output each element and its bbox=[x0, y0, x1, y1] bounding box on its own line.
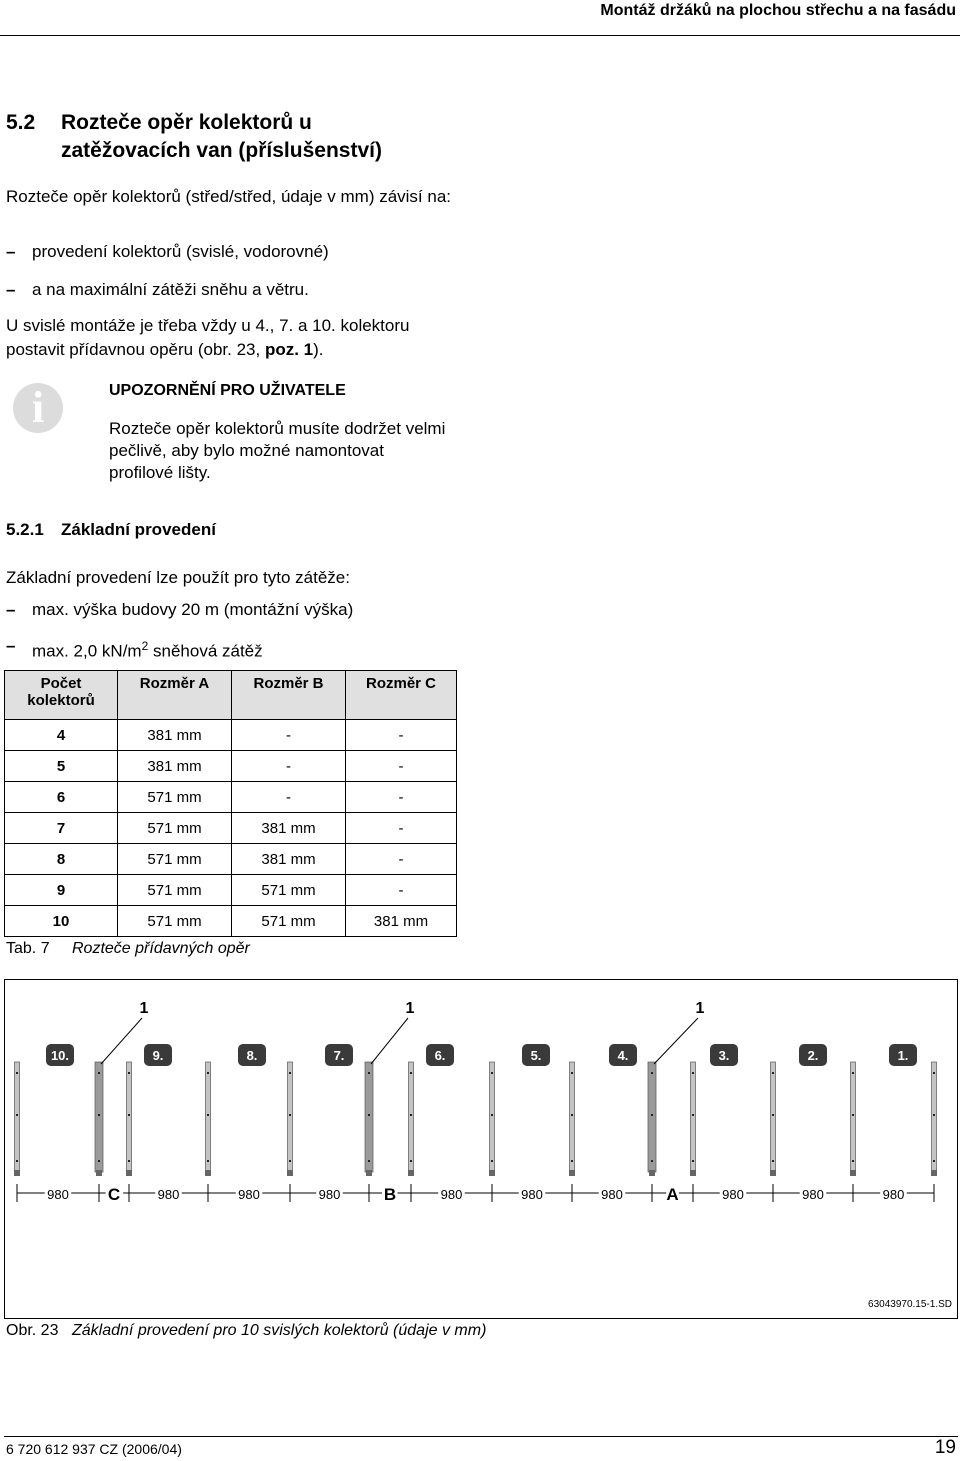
header-rule bbox=[0, 35, 960, 36]
table-cell: - bbox=[232, 751, 346, 782]
collector-number: 5. bbox=[530, 1048, 542, 1063]
dimension-letter: C bbox=[107, 1185, 121, 1204]
collector-support bbox=[570, 1062, 575, 1172]
support-mark bbox=[852, 1114, 854, 1116]
table-cell: - bbox=[346, 813, 457, 844]
table-cell: 571 mm bbox=[118, 844, 232, 875]
collector-number: 8. bbox=[246, 1048, 258, 1063]
support-mark bbox=[207, 1114, 209, 1116]
support-mark bbox=[368, 1072, 370, 1074]
paragraph bbox=[6, 314, 466, 362]
support-mark bbox=[692, 1114, 694, 1116]
collector-support bbox=[127, 1062, 132, 1172]
dimension-value: 980 bbox=[802, 1187, 824, 1202]
note-heading: UPOZORNĚNÍ PRO UŽIVATELE bbox=[109, 382, 346, 399]
table-cell: - bbox=[346, 751, 457, 782]
support-mark bbox=[933, 1160, 935, 1162]
collector-support bbox=[15, 1062, 20, 1172]
collector-support bbox=[288, 1062, 293, 1172]
table-cell: 8 bbox=[5, 844, 118, 875]
figure-frame bbox=[4, 979, 958, 1319]
dimension-value: 980 bbox=[882, 1187, 905, 1202]
position-ref: poz. 1 bbox=[264, 340, 314, 359]
collector-support bbox=[932, 1062, 937, 1172]
support-mark bbox=[98, 1114, 100, 1116]
dimension-value: 980 bbox=[157, 1187, 180, 1202]
callout-leader bbox=[371, 1018, 408, 1064]
col-header-b: Rozměr B bbox=[232, 671, 346, 720]
support-mark bbox=[410, 1114, 412, 1116]
support-mark bbox=[491, 1072, 493, 1074]
support-foot bbox=[770, 1170, 776, 1176]
table-caption-text: Rozteče přídavných opěr bbox=[72, 940, 250, 957]
table-cell: - bbox=[346, 875, 457, 906]
figure-code: 63043970.15-1.SD bbox=[868, 1299, 952, 1310]
collector-number: 1. bbox=[897, 1048, 909, 1063]
table-cell: - bbox=[232, 720, 346, 751]
table-cell: 381 mm bbox=[118, 720, 232, 751]
footer-rule bbox=[4, 1436, 958, 1437]
col-header-count: Počet kolektorů bbox=[5, 671, 118, 720]
info-glyph: i bbox=[31, 383, 45, 432]
table-cell: 10 bbox=[5, 906, 118, 937]
support-foot bbox=[690, 1170, 696, 1176]
dimension-letter: B bbox=[383, 1185, 397, 1204]
support-mark bbox=[651, 1072, 653, 1074]
support-mark bbox=[772, 1072, 774, 1074]
table-row bbox=[5, 875, 457, 906]
table-cell: 5 bbox=[5, 751, 118, 782]
table-cell: 381 mm bbox=[118, 751, 232, 782]
support-mark bbox=[289, 1114, 291, 1116]
subsection-heading bbox=[6, 520, 306, 542]
table-row bbox=[5, 813, 457, 844]
table-cell: 381 mm bbox=[346, 906, 457, 937]
table-row bbox=[5, 844, 457, 875]
support-foot bbox=[96, 1170, 102, 1176]
support-mark bbox=[16, 1072, 18, 1074]
dimension-value: 980 bbox=[47, 1187, 69, 1202]
support-foot bbox=[569, 1170, 575, 1176]
subsection-number: 5.2.1 bbox=[6, 520, 44, 539]
extra-support bbox=[95, 1062, 103, 1172]
paragraph-end: ). bbox=[313, 340, 324, 359]
collector-number: 3. bbox=[718, 1048, 730, 1063]
support-mark bbox=[571, 1160, 573, 1162]
support-foot bbox=[931, 1170, 937, 1176]
section-title-line1: Rozteče opěr kolektorů u bbox=[61, 111, 312, 134]
dash-bullet: – bbox=[6, 600, 16, 619]
callout-leader bbox=[101, 1018, 142, 1064]
collector-number: 2. bbox=[807, 1048, 819, 1063]
support-mark bbox=[651, 1114, 653, 1116]
support-mark bbox=[289, 1160, 291, 1162]
table-header-row bbox=[5, 671, 457, 720]
support-mark bbox=[16, 1160, 18, 1162]
table-cell: 381 mm bbox=[232, 844, 346, 875]
col-header-c: Rozměr C bbox=[346, 671, 457, 720]
support-mark bbox=[98, 1160, 100, 1162]
list-item-text: a na maximální zátěži sněhu a větru. bbox=[32, 280, 309, 299]
support-mark bbox=[852, 1072, 854, 1074]
support-foot bbox=[489, 1170, 495, 1176]
support-foot bbox=[408, 1170, 414, 1176]
paragraph-text: U svislé montáže je třeba vždy u 4., 7. a 10. kolektoru postavit přídavnou opěru (obr. 23, bbox=[6, 316, 410, 359]
table-cell: 571 mm bbox=[232, 875, 346, 906]
support-mark bbox=[410, 1072, 412, 1074]
support-mark bbox=[772, 1160, 774, 1162]
collector-diagram bbox=[5, 980, 957, 1318]
col-header-a: Rozměr A bbox=[118, 671, 232, 720]
subsection-title: Základní provedení bbox=[61, 520, 216, 539]
support-mark bbox=[491, 1114, 493, 1116]
collector-number: 7. bbox=[333, 1048, 345, 1063]
support-mark bbox=[491, 1160, 493, 1162]
support-mark bbox=[692, 1072, 694, 1074]
support-mark bbox=[207, 1160, 209, 1162]
dash-bullet: – bbox=[6, 242, 16, 261]
support-mark bbox=[651, 1160, 653, 1162]
table-cell: 571 mm bbox=[118, 906, 232, 937]
support-mark bbox=[933, 1072, 935, 1074]
dimension-letter: A bbox=[666, 1185, 679, 1204]
support-foot bbox=[287, 1170, 293, 1176]
collector-support bbox=[409, 1062, 414, 1172]
support-foot bbox=[649, 1170, 655, 1176]
page-number: 19 bbox=[934, 1437, 956, 1458]
collector-support bbox=[771, 1062, 776, 1172]
support-mark bbox=[692, 1160, 694, 1162]
figure-caption-label: Obr. 23 bbox=[6, 1322, 59, 1339]
dimension-value: 980 bbox=[601, 1187, 623, 1202]
support-mark bbox=[128, 1160, 130, 1162]
collector-number: 9. bbox=[152, 1048, 164, 1063]
extra-support bbox=[365, 1062, 373, 1172]
collector-number: 4. bbox=[617, 1048, 629, 1063]
support-mark bbox=[368, 1160, 370, 1162]
dimension-value: 980 bbox=[318, 1187, 341, 1202]
support-foot bbox=[14, 1170, 20, 1176]
callout-leader bbox=[654, 1018, 698, 1064]
table-cell: 9 bbox=[5, 875, 118, 906]
info-icon bbox=[13, 383, 63, 433]
collector-support bbox=[691, 1062, 696, 1172]
dash-bullet: – bbox=[6, 280, 16, 299]
support-mark bbox=[571, 1114, 573, 1116]
table-cell: - bbox=[346, 782, 457, 813]
loads-intro: Základní provedení lze použít pro tyto zátěže: bbox=[6, 568, 350, 587]
collector-number: 10. bbox=[50, 1048, 70, 1063]
table-body bbox=[5, 720, 457, 937]
list-item-text bbox=[32, 634, 263, 664]
collector-support bbox=[206, 1062, 211, 1172]
dimension-value: 980 bbox=[722, 1187, 744, 1202]
table-row bbox=[5, 782, 457, 813]
table-caption-label: Tab. 7 bbox=[6, 940, 50, 957]
list-item-text: provedení kolektorů (svislé, vodorovné) bbox=[32, 242, 329, 261]
document-code: 6 720 612 937 CZ (2006/04) bbox=[6, 1441, 182, 1457]
support-mark bbox=[410, 1160, 412, 1162]
note-body: Rozteče opěr kolektorů musíte dodržet velmi pečlivě, aby bylo možné namontovat profilové lišty. bbox=[109, 419, 446, 482]
collector-support bbox=[851, 1062, 856, 1172]
support-mark bbox=[207, 1072, 209, 1074]
support-foot bbox=[850, 1170, 856, 1176]
table-cell: 571 mm bbox=[118, 813, 232, 844]
support-mark bbox=[128, 1114, 130, 1116]
collector-support bbox=[490, 1062, 495, 1172]
superscript: 2 bbox=[141, 639, 149, 653]
table-cell: 571 mm bbox=[118, 875, 232, 906]
spacing-table bbox=[4, 670, 457, 937]
list-item-text: max. výška budovy 20 m (montážní výška) bbox=[32, 600, 354, 619]
table-cell: - bbox=[346, 844, 457, 875]
table-cell: 7 bbox=[5, 813, 118, 844]
dimension-value: 980 bbox=[521, 1187, 543, 1202]
table-cell: 571 mm bbox=[232, 906, 346, 937]
table-cell: 4 bbox=[5, 720, 118, 751]
extra-support bbox=[648, 1062, 656, 1172]
callout-label: 1 bbox=[405, 1000, 415, 1017]
support-mark bbox=[571, 1072, 573, 1074]
figure-caption-text: Základní provedení pro 10 svislých kolektorů (údaje v mm) bbox=[72, 1322, 487, 1339]
support-mark bbox=[98, 1072, 100, 1074]
intro-paragraph: Rozteče opěr kolektorů (střed/střed, údaje v mm) závisí na: bbox=[6, 187, 452, 206]
table-cell: 381 mm bbox=[232, 813, 346, 844]
support-mark bbox=[933, 1114, 935, 1116]
dash-bullet: – bbox=[6, 636, 16, 655]
table-row bbox=[5, 751, 457, 782]
section-number: 5.2 bbox=[6, 111, 36, 134]
table-row bbox=[5, 720, 457, 751]
table-cell: 571 mm bbox=[118, 782, 232, 813]
callout-label: 1 bbox=[139, 1000, 149, 1017]
section-title-line2: zatěžovacích van (příslušenství) bbox=[61, 139, 382, 162]
support-mark bbox=[772, 1114, 774, 1116]
table-cell: - bbox=[346, 720, 457, 751]
snow-load-label: sněhová zátěž bbox=[148, 641, 263, 661]
support-mark bbox=[128, 1072, 130, 1074]
table-cell: 6 bbox=[5, 782, 118, 813]
dimension-value: 980 bbox=[238, 1187, 260, 1202]
callout-label: 1 bbox=[695, 1000, 705, 1017]
section-heading bbox=[6, 109, 466, 165]
table-row bbox=[5, 906, 457, 937]
figure-caption bbox=[6, 1322, 606, 1342]
support-mark bbox=[852, 1160, 854, 1162]
table-cell: - bbox=[232, 782, 346, 813]
snow-load-value: max. 2,0 kN/m bbox=[32, 641, 142, 661]
dimension-value: 980 bbox=[440, 1187, 463, 1202]
support-foot bbox=[366, 1170, 372, 1176]
running-header: Montáž držáků na plochou střechu a na fasádu bbox=[600, 2, 956, 19]
support-mark bbox=[16, 1114, 18, 1116]
support-foot bbox=[205, 1170, 211, 1176]
collector-number: 6. bbox=[434, 1048, 446, 1063]
table-caption bbox=[6, 940, 406, 960]
support-mark bbox=[368, 1114, 370, 1116]
support-foot bbox=[126, 1170, 132, 1176]
support-mark bbox=[289, 1072, 291, 1074]
